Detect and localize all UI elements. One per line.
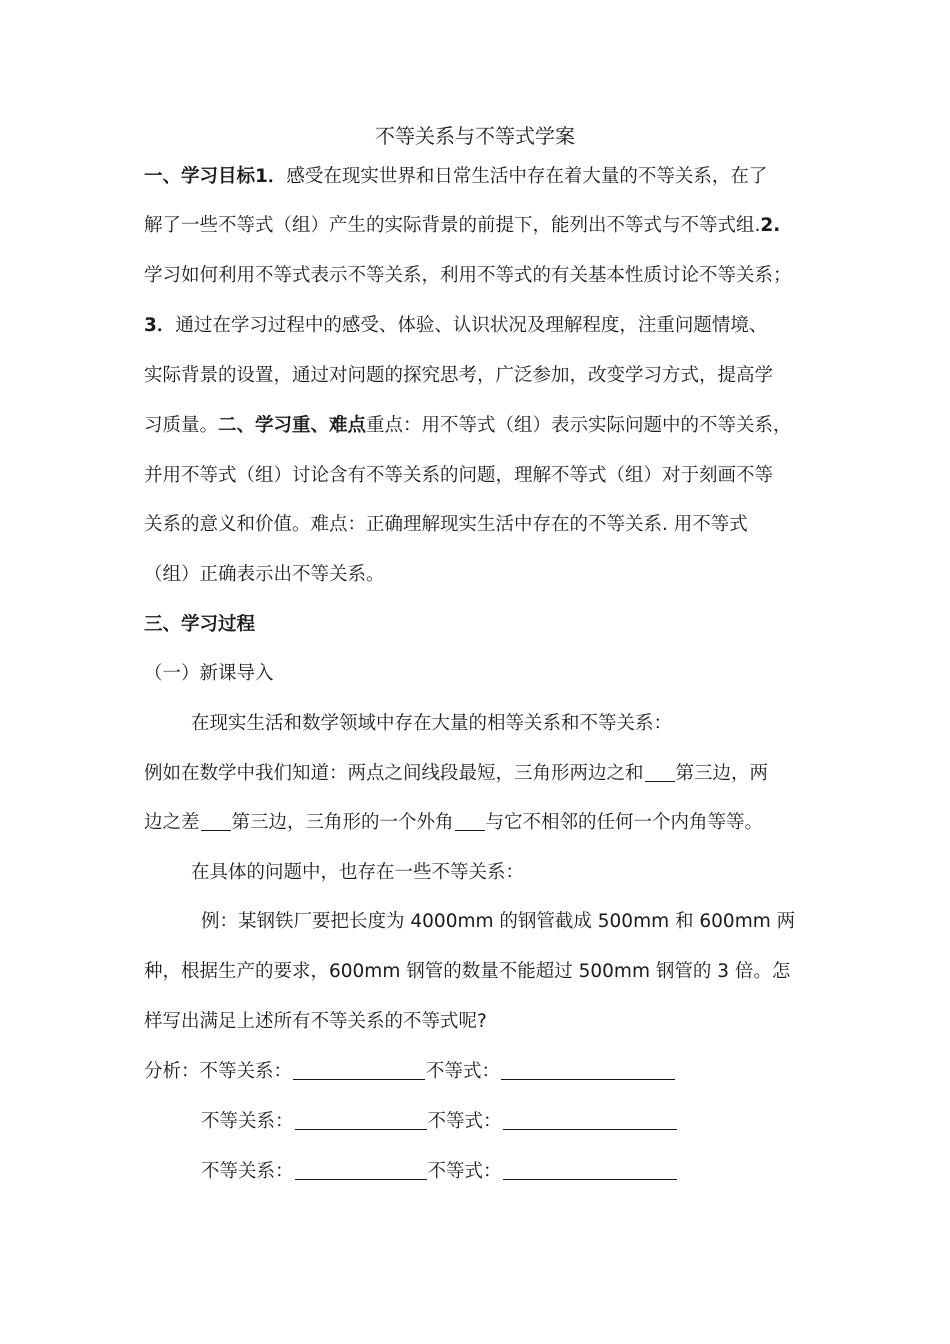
focus-line-3: [144, 510, 748, 540]
inequality-label: 不等式：: [426, 1061, 501, 1082]
goals-line-6: [144, 411, 792, 441]
goal-1-number: 1．: [255, 166, 287, 187]
focus-text-d: （组）正确表示出不等关系。: [144, 564, 385, 585]
goal-1-text-b: 解了一些不等式（组）产生的实际背景的前提下，能列出不等式与不等式组.: [144, 215, 761, 236]
problem-line-1: 例：某钢铁厂要把长度为 4000mm 的钢管截成 500mm 和 600mm 两: [201, 911, 796, 932]
goal-3-text-b: 实际背景的设置，通过对问题的探究思考，广泛参加，改变学习方式，提高学: [144, 365, 774, 386]
focus-text-b: 并用不等式（组）讨论含有不等关系的问题，理解不等式（组）对于刻画不等: [144, 465, 774, 486]
relation-label: 不等关系：: [199, 1061, 293, 1082]
fill-blank-2[interactable]: [201, 810, 231, 831]
example-text-b: 第三边，两: [675, 763, 769, 784]
goal-2-text: 学习如何利用不等式表示不等关系，利用不等式的有关基本性质讨论不等关系；: [144, 265, 792, 286]
problem-line-2: 种，根据生产的要求，600mm 钢管的数量不能超过 500mm 钢管的 3 倍。怎: [144, 961, 791, 982]
relation-blank-2[interactable]: [295, 1109, 427, 1130]
focus-line-4: [144, 560, 385, 590]
example-text-a: 例如在数学中我们知道：两点之间线段最短，三角形两边之和: [144, 763, 644, 784]
example-text-c: 边之差: [144, 812, 200, 833]
goals-line-3: [144, 261, 792, 291]
analysis-label: 分析：: [144, 1061, 200, 1082]
goals-line-2: [144, 211, 780, 241]
analysis-row-3: [201, 1157, 678, 1187]
problem-line-3: 样写出满足上述所有不等关系的不等式呢?: [144, 1011, 487, 1032]
goal-3-text-a: 通过在学习过程中的感受、体验、认识状况及理解程度，注重问题情境、: [175, 315, 768, 336]
paragraph-intro: 在现实生活和数学领域中存在大量的相等关系和不等关系：: [191, 713, 673, 734]
paragraph-specific: 在具体的问题中，也存在一些不等关系：: [191, 862, 525, 883]
document-title: 不等关系与不等式学案: [375, 124, 575, 148]
relation-label: 不等关系：: [201, 1161, 294, 1182]
inequality-label: 不等式：: [427, 1161, 502, 1182]
goal-3-number: 3．: [144, 315, 176, 336]
analysis-row-2: [201, 1107, 678, 1137]
focus-text-c: 关系的意义和价值。难点：正确理解现实生活中存在的不等关系. 用不等式: [144, 514, 748, 535]
analysis-row-1: [144, 1057, 676, 1087]
goals-line-5: [144, 361, 773, 391]
goals-line-1: [144, 162, 767, 192]
inequality-blank-1[interactable]: [501, 1059, 675, 1080]
fill-blank-1[interactable]: [645, 761, 675, 782]
relation-blank-1[interactable]: [293, 1059, 425, 1080]
goal-2-number: 2.: [760, 215, 781, 236]
relation-blank-3[interactable]: [295, 1159, 427, 1180]
goals-line-4: [144, 311, 767, 341]
inequality-label: 不等式：: [427, 1111, 502, 1132]
example-text-e: 与它不相邻的任何一个内角等等。: [485, 812, 764, 833]
subsection-1-heading: （一）新课导入: [144, 663, 274, 684]
section-1-heading: 一、学习目标: [144, 166, 256, 187]
focus-text-a: 重点：用不等式（组）表示实际问题中的不等关系，: [366, 415, 792, 436]
section-3-heading: 三、学习过程: [144, 614, 256, 635]
example-text-d: 第三边，三角形的一个外角: [231, 812, 454, 833]
focus-line-2: [144, 461, 773, 491]
paragraph-example-line-1: [144, 759, 768, 789]
goal-3-text-c: 习质量。: [144, 415, 219, 436]
section-2-heading: 二、学习重、难点: [218, 415, 367, 436]
goal-1-text-a: 感受在现实世界和日常生活中存在着大量的不等关系，在了: [286, 166, 768, 187]
inequality-blank-2[interactable]: [503, 1109, 677, 1130]
fill-blank-3[interactable]: [455, 810, 485, 831]
inequality-blank-3[interactable]: [503, 1159, 677, 1180]
paragraph-example-line-2: [144, 808, 763, 838]
relation-label: 不等关系：: [201, 1111, 294, 1132]
